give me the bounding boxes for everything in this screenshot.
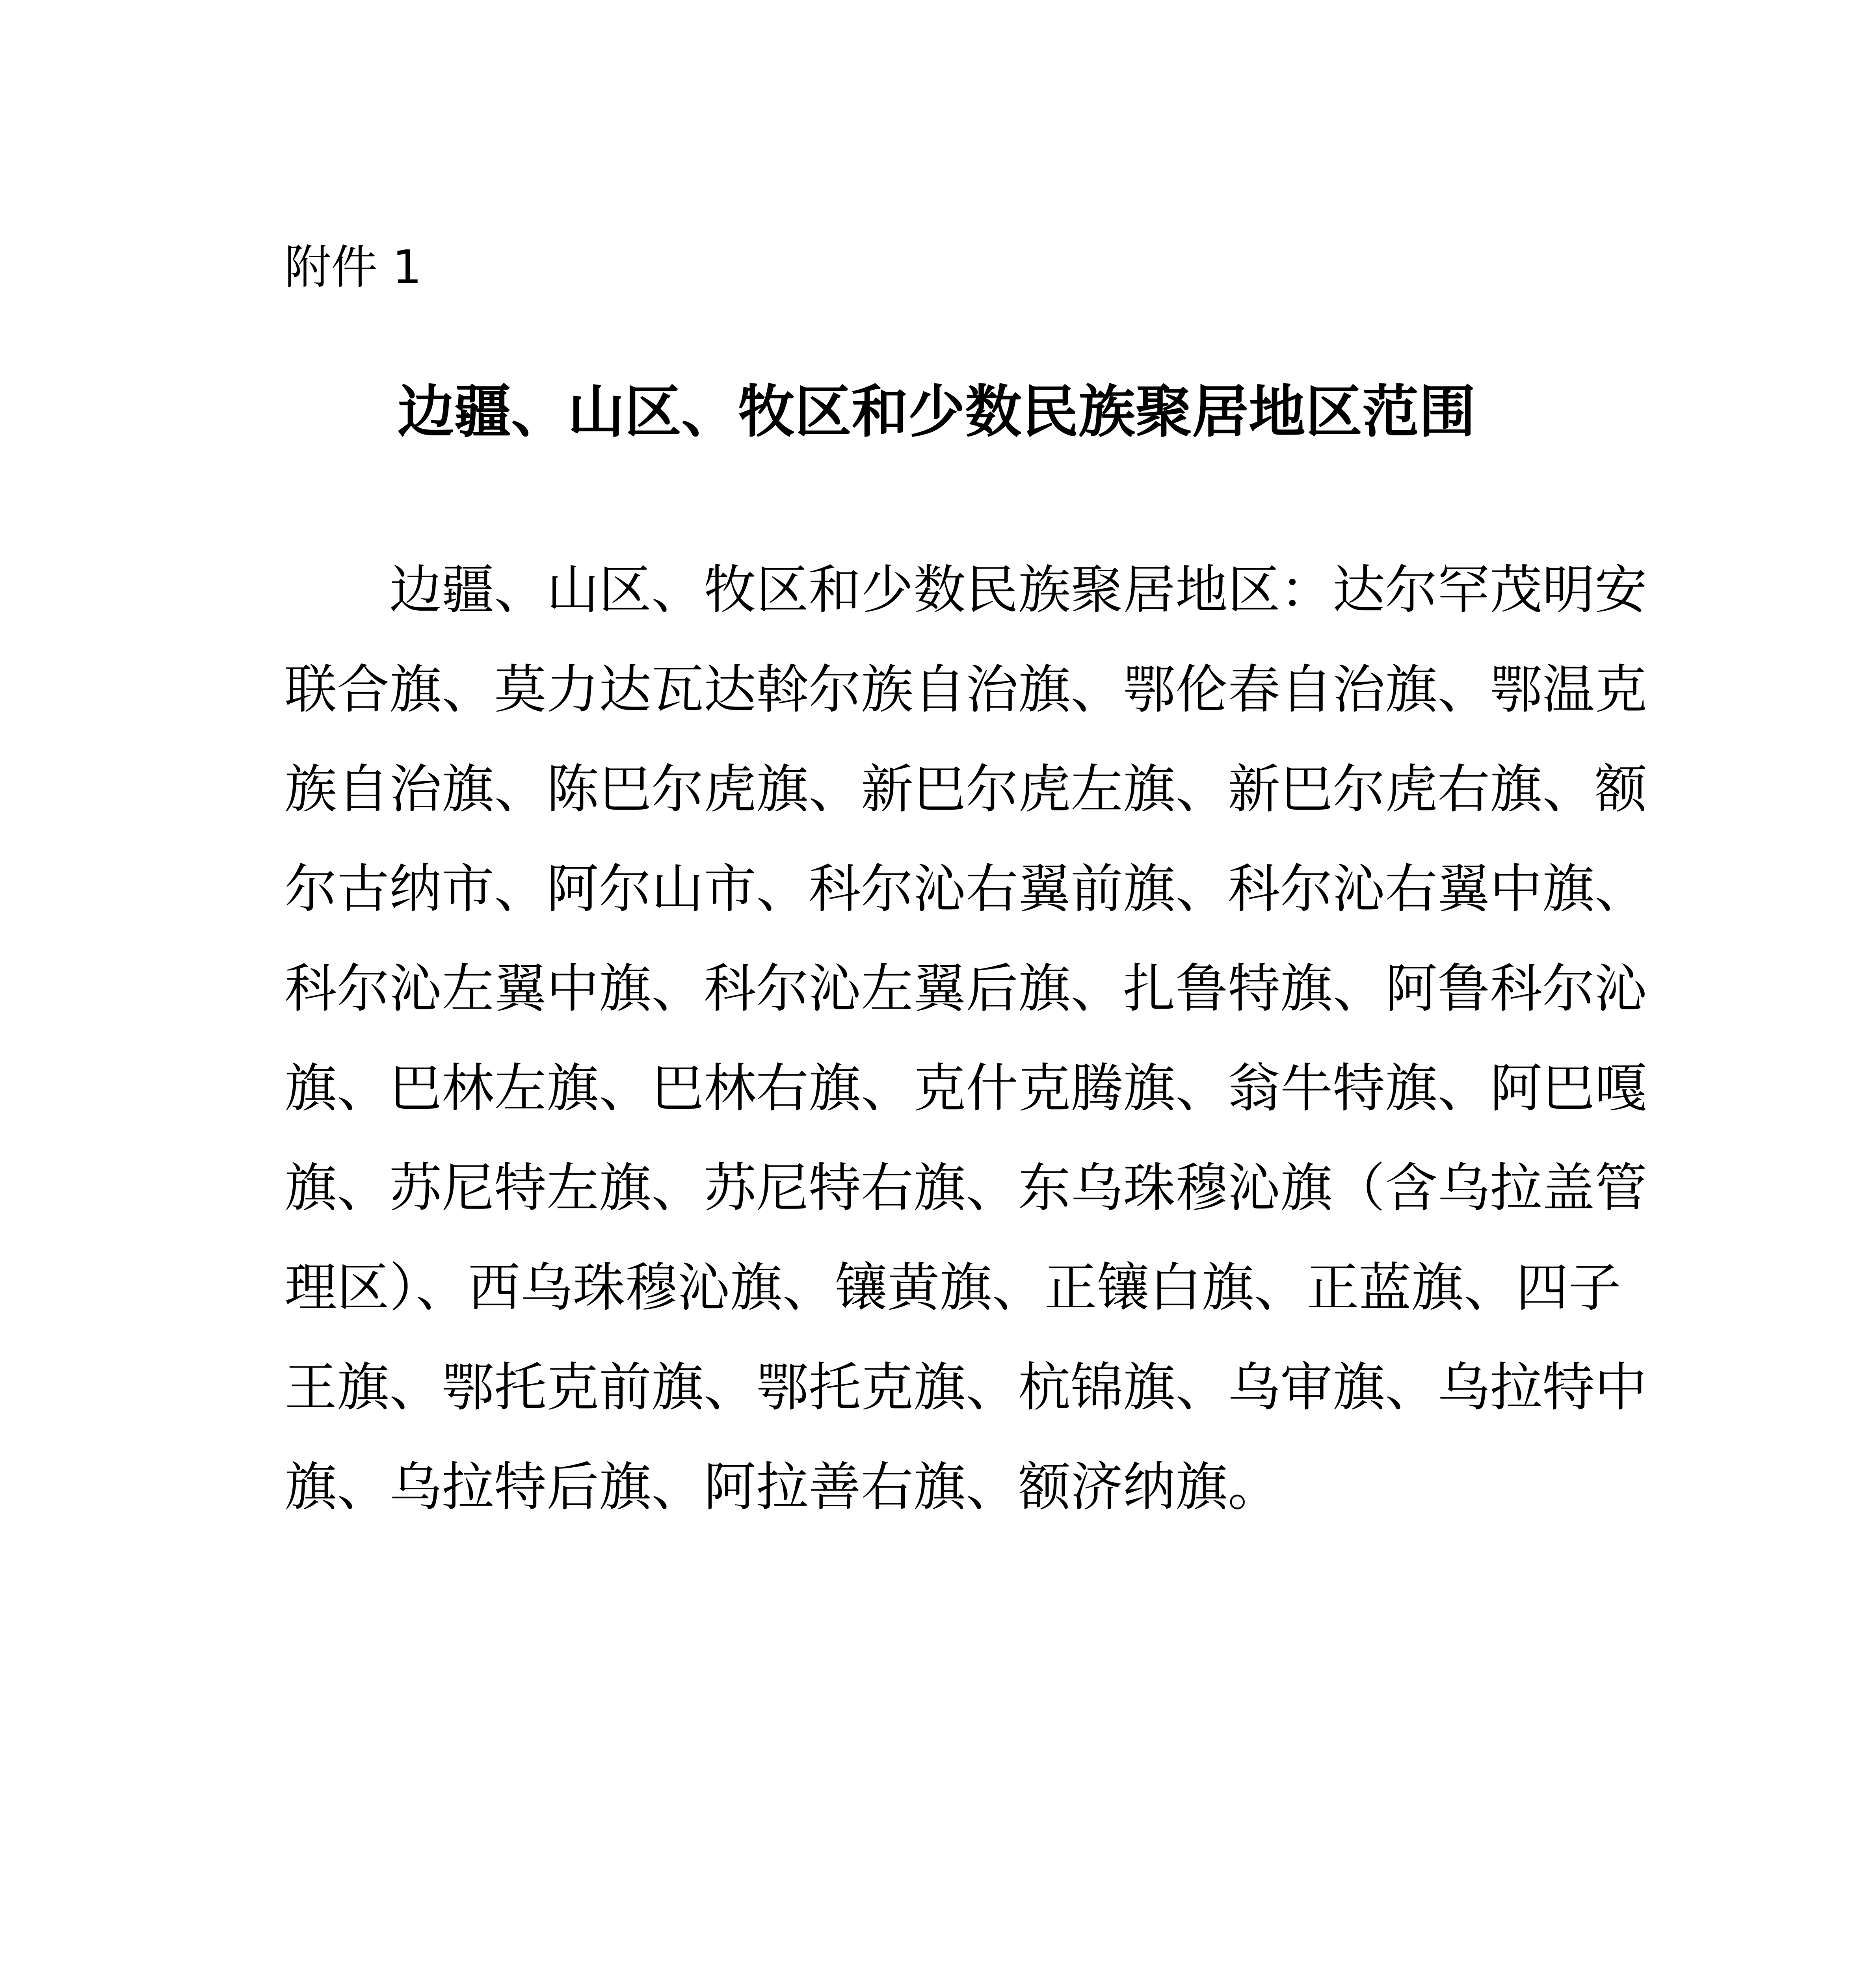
body-line: 联合旗、莫力达瓦达斡尔族自治旗、鄂伦春自治旗、鄂温克 bbox=[284, 660, 1647, 720]
body-line: 旗、苏尼特左旗、苏尼特右旗、东乌珠穆沁旗（含乌拉盖管 bbox=[284, 1158, 1647, 1219]
body-line: 旗、巴林左旗、巴林右旗、克什克腾旗、翁牛特旗、阿巴嘎 bbox=[284, 1058, 1647, 1119]
body-line: 边疆、山区、牧区和少数民族聚居地区：达尔罕茂明安 bbox=[389, 560, 1647, 621]
document-body bbox=[284, 541, 1647, 1537]
body-line: 旗、乌拉特后旗、阿拉善右旗、额济纳旗。 bbox=[284, 1457, 1280, 1518]
attachment-label: 附件 1 bbox=[284, 240, 422, 294]
document-title: 边疆、山区、牧区和少数民族聚居地区范围 bbox=[397, 378, 1476, 445]
body-line: 理区）、西乌珠穆沁旗、镶黄旗、正镶白旗、正蓝旗、四子 bbox=[284, 1258, 1621, 1318]
body-line: 科尔沁左翼中旗、科尔沁左翼后旗、扎鲁特旗、阿鲁科尔沁 bbox=[284, 959, 1647, 1019]
body-line: 王旗、鄂托克前旗、鄂托克旗、杭锦旗、乌审旗、乌拉特中 bbox=[284, 1357, 1647, 1418]
body-line: 尔古纳市、阿尔山市、科尔沁右翼前旗、科尔沁右翼中旗、 bbox=[284, 859, 1647, 920]
body-line: 族自治旗、陈巴尔虎旗、新巴尔虎左旗、新巴尔虎右旗、额 bbox=[284, 759, 1647, 820]
